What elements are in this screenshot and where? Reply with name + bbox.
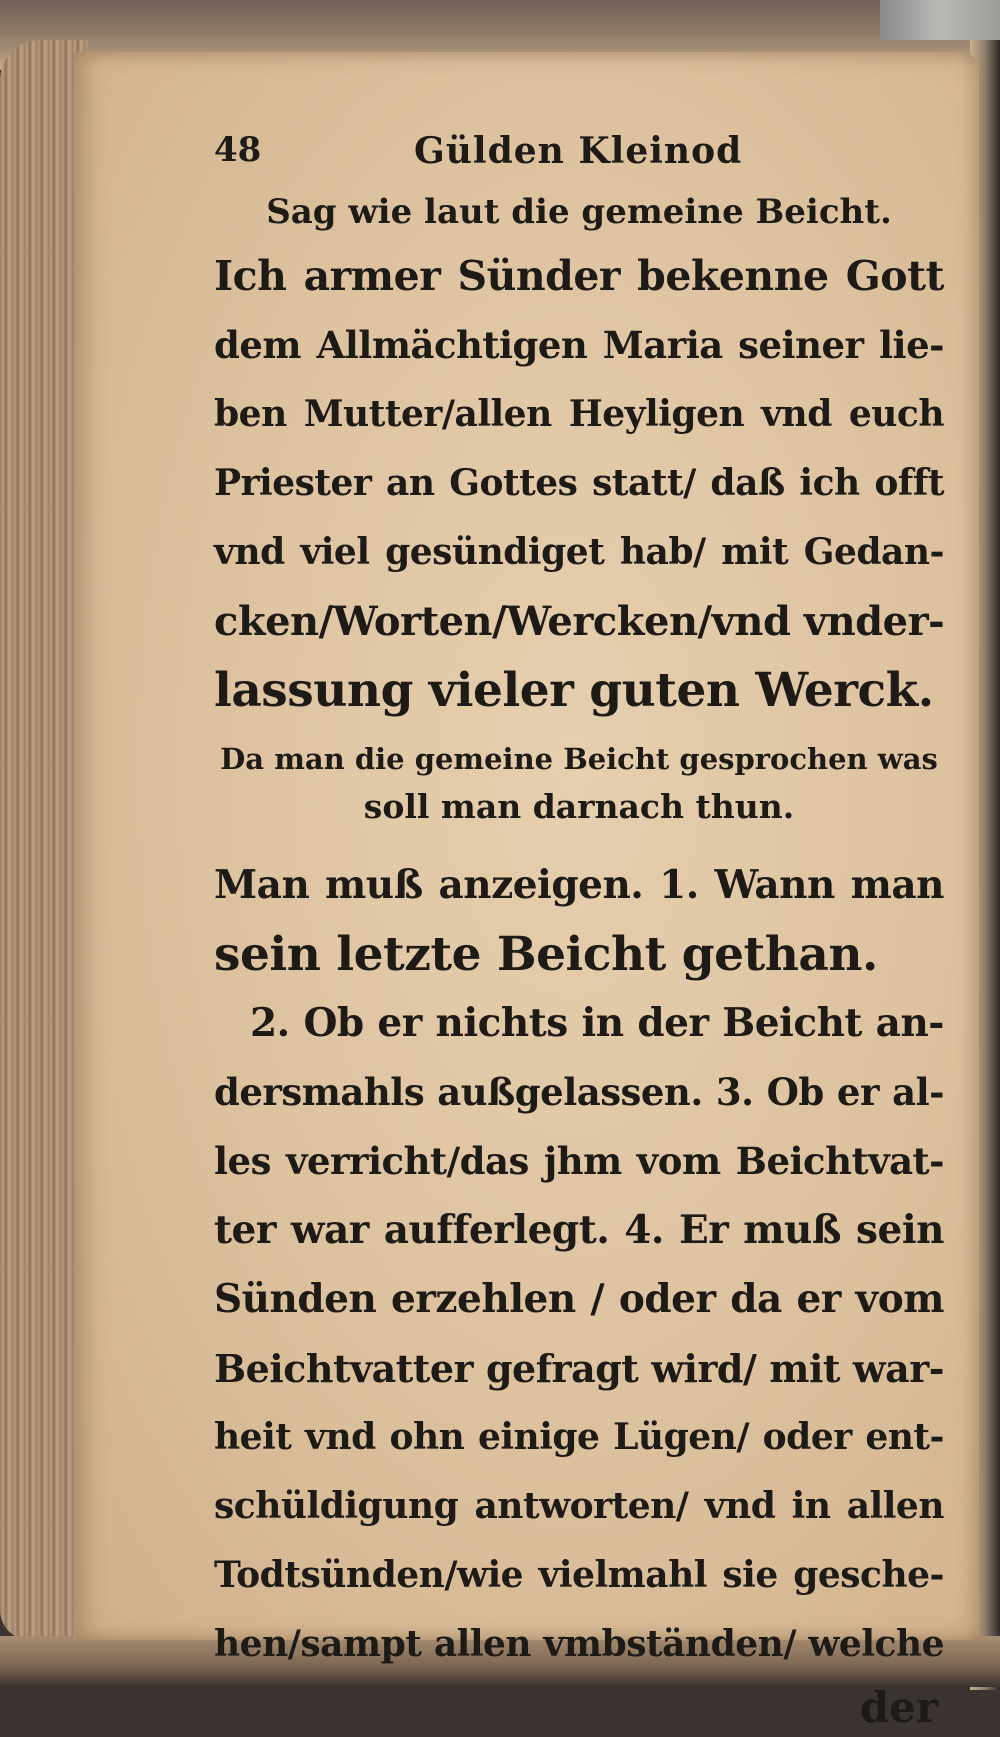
text-line: dem Allmächtigen Maria seiner lie- (214, 323, 944, 367)
text-line: cken/Worten/Wercken/vnd vnder- (214, 598, 945, 645)
confession-paragraph (214, 242, 944, 725)
text-line: les verricht/das jhm vom Beichtvat- (214, 1139, 944, 1183)
text-line: heit vnd ohn einige Lügen/ oder ent- (214, 1416, 944, 1458)
heading-line: soll man darnach thun. (363, 787, 795, 826)
section-heading (214, 735, 944, 831)
text-line: lassung vieler guten Werck. (214, 663, 934, 718)
text-line: Todtsünden/wie vielmahl sie gesche- (214, 1554, 944, 1596)
text-line: Beichtvatter gefragt wird/ mit war- (214, 1346, 944, 1391)
text-line: ben Mutter/allen Heyligen vnd euch (214, 393, 944, 435)
page-header (214, 130, 944, 188)
running-title: Gülden Kleinod (414, 130, 743, 172)
section-heading: Sag wie laut die gemeine Beicht. (266, 192, 892, 232)
heading-line: Da man die gemeine Beicht gesprochen was (220, 742, 938, 776)
text-line: ter war aufferlegt. 4. Er muß sein (214, 1207, 944, 1253)
text-line: 2. Ob er nichts in der Beicht an- (250, 1000, 944, 1046)
text-line: sein letzte Beicht gethan. (214, 927, 878, 982)
text-line: Man muß anzeigen. 1. Wann man (214, 862, 944, 908)
text-line: Priester an Gottes statt/ daß ich offt (214, 462, 944, 504)
text-line: dersmahls außgelassen. 3. Ob er al- (214, 1070, 944, 1114)
text-line: vnd viel gesündiget hab/ mit Gedan- (214, 531, 944, 573)
catchword: der (859, 1683, 938, 1732)
instruction-paragraph (214, 851, 944, 1679)
page-text (214, 130, 944, 1737)
text-line: Ich armer Sünder bekenne Gott (214, 252, 944, 300)
text-line: Sünden erzehlen / oder da er vom (214, 1276, 944, 1322)
page-number: 48 (214, 130, 262, 170)
text-line: hen/sampt allen vmbständen/ welche (214, 1623, 944, 1665)
text-line: schüldigung antworten/ vnd in allen (214, 1485, 944, 1527)
